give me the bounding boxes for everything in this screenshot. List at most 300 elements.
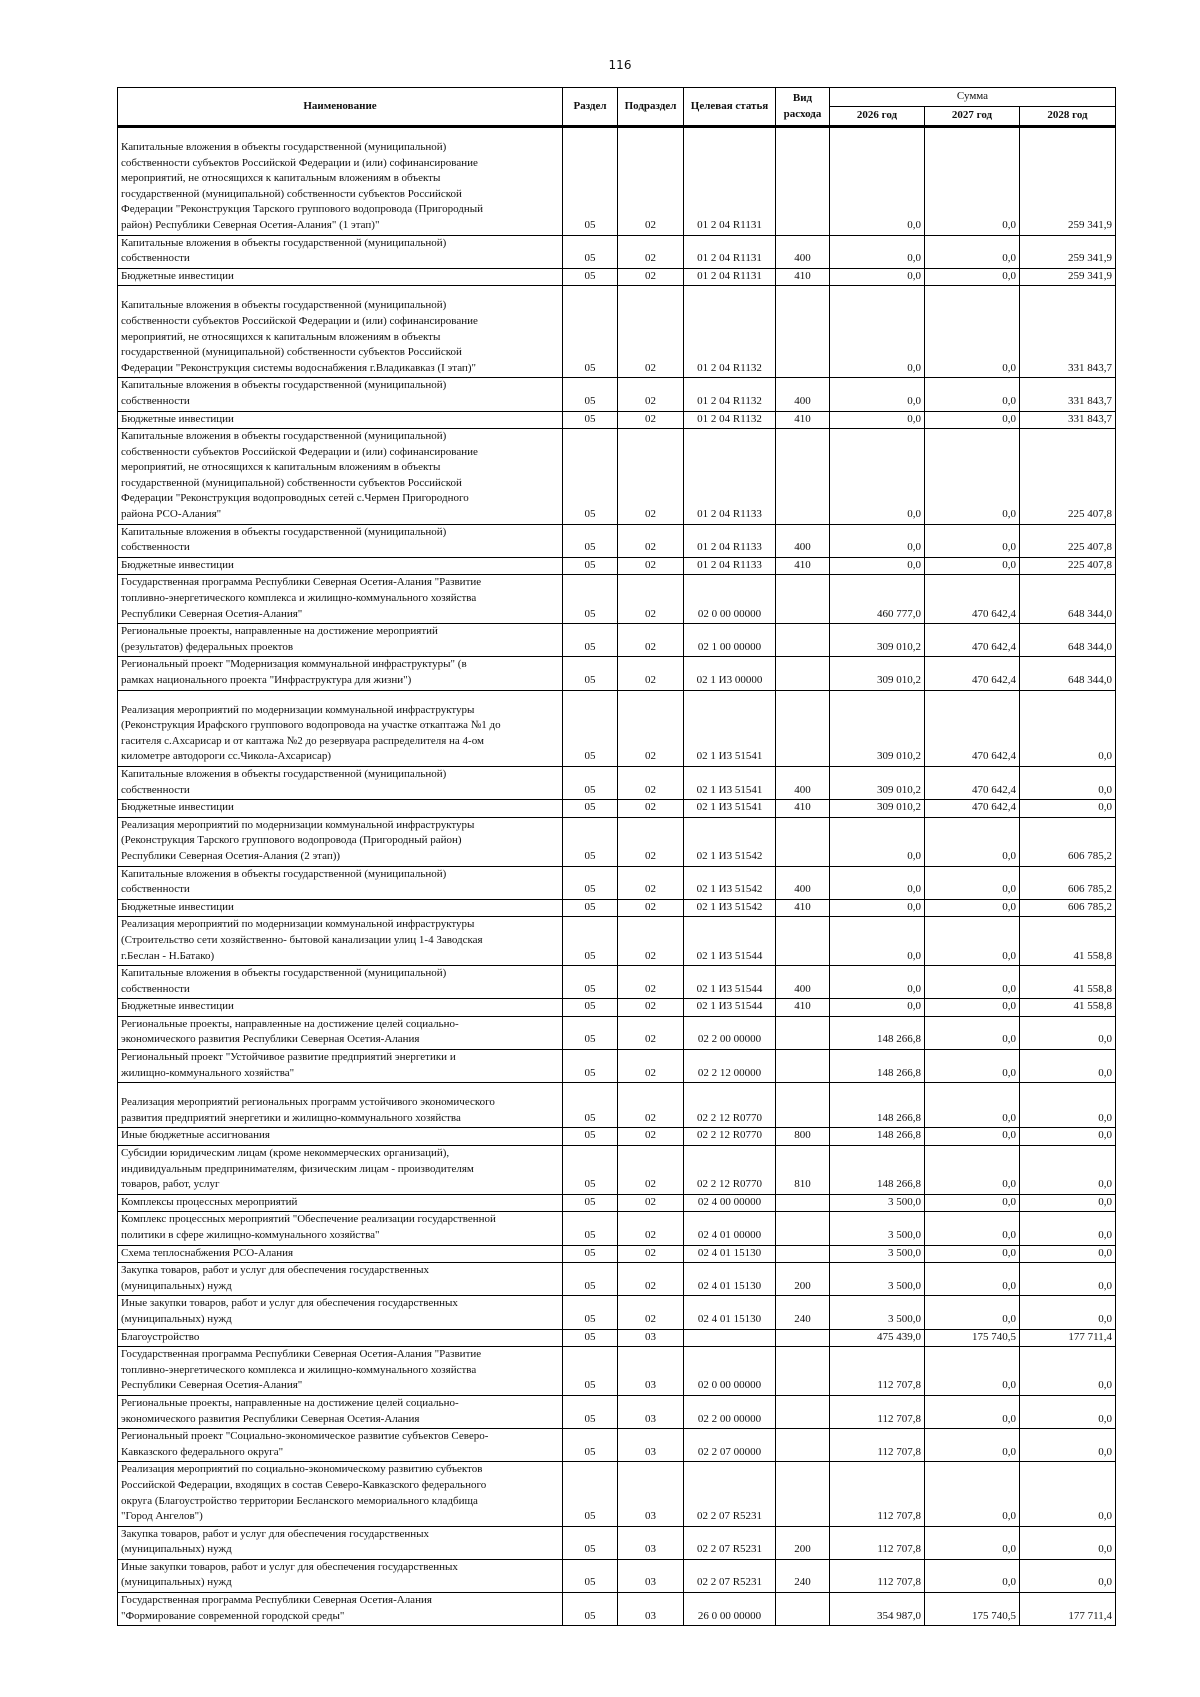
table-row <box>118 866 1116 899</box>
row-section: 05 <box>563 1212 618 1245</box>
row-section: 05 <box>563 1593 618 1626</box>
row-section: 05 <box>563 899 618 917</box>
row-2028: 606 785,2 <box>1020 899 1116 917</box>
row-2026: 0,0 <box>830 999 925 1017</box>
col-header-name: Наименование <box>118 88 563 127</box>
row-target <box>684 1329 776 1347</box>
row-subsection: 03 <box>618 1593 684 1626</box>
row-2028: 331 843,7 <box>1020 411 1116 429</box>
row-expense: 400 <box>776 378 830 411</box>
row-section: 05 <box>563 1146 618 1195</box>
row-2027: 0,0 <box>925 917 1020 966</box>
row-2026: 0,0 <box>830 268 925 286</box>
row-expense <box>776 286 830 378</box>
row-2026: 0,0 <box>830 917 925 966</box>
row-expense: 800 <box>776 1128 830 1146</box>
row-2026: 0,0 <box>830 429 925 525</box>
row-expense <box>776 1212 830 1245</box>
row-expense <box>776 429 830 525</box>
row-2028: 41 558,8 <box>1020 999 1116 1017</box>
row-2026: 0,0 <box>830 899 925 917</box>
row-expense <box>776 1016 830 1049</box>
row-2028: 606 785,2 <box>1020 866 1116 899</box>
row-2028: 0,0 <box>1020 1146 1116 1195</box>
row-2028: 0,0 <box>1020 766 1116 799</box>
row-section: 05 <box>563 575 618 624</box>
row-target: 01 2 04 R1133 <box>684 557 776 575</box>
row-section: 05 <box>563 1050 618 1083</box>
table-row <box>118 1016 1116 1049</box>
table-row <box>118 766 1116 799</box>
budget-table-wrapper <box>117 87 1115 1626</box>
row-target: 02 2 12 R0770 <box>684 1083 776 1128</box>
table-row <box>118 1526 1116 1559</box>
row-2028: 0,0 <box>1020 1429 1116 1462</box>
row-target: 02 4 01 15130 <box>684 1245 776 1263</box>
row-subsection: 02 <box>618 411 684 429</box>
row-subsection: 02 <box>618 1245 684 1263</box>
row-2027: 0,0 <box>925 1194 1020 1212</box>
row-target: 02 2 00 00000 <box>684 1016 776 1049</box>
row-name: Региональные проекты, направленные на достижение мероприятий (результатов) федеральных проектов <box>118 624 563 657</box>
row-2026: 148 266,8 <box>830 1050 925 1083</box>
row-target: 02 2 12 R0770 <box>684 1146 776 1195</box>
row-section: 05 <box>563 766 618 799</box>
table-row <box>118 917 1116 966</box>
row-section: 05 <box>563 1462 618 1526</box>
row-2028: 225 407,8 <box>1020 524 1116 557</box>
table-row <box>118 1050 1116 1083</box>
row-expense: 410 <box>776 411 830 429</box>
row-expense: 410 <box>776 557 830 575</box>
row-2027: 0,0 <box>925 1395 1020 1428</box>
col-header-target: Целевая статья <box>684 88 776 127</box>
row-2028: 648 344,0 <box>1020 624 1116 657</box>
row-target: 01 2 04 R1131 <box>684 235 776 268</box>
row-name: Бюджетные инвестиции <box>118 899 563 917</box>
table-row <box>118 268 1116 286</box>
row-name: Региональные проекты, направленные на достижение целей социально- экономического развития Республики Северная Осетия-Алания <box>118 1016 563 1049</box>
row-section: 05 <box>563 557 618 575</box>
row-2026: 3 500,0 <box>830 1194 925 1212</box>
row-2026: 475 439,0 <box>830 1329 925 1347</box>
row-target: 02 2 07 00000 <box>684 1429 776 1462</box>
row-2028: 0,0 <box>1020 1245 1116 1263</box>
row-2028: 0,0 <box>1020 1212 1116 1245</box>
row-2026: 3 500,0 <box>830 1296 925 1329</box>
row-subsection: 02 <box>618 429 684 525</box>
col-header-subsection: Подраздел <box>618 88 684 127</box>
table-row <box>118 235 1116 268</box>
table-row <box>118 411 1116 429</box>
row-2027: 0,0 <box>925 235 1020 268</box>
row-target: 02 1 И3 51542 <box>684 817 776 866</box>
row-section: 05 <box>563 411 618 429</box>
row-name: Капитальные вложения в объекты государственной (муниципальной) собственности <box>118 378 563 411</box>
row-2028: 177 711,4 <box>1020 1593 1116 1626</box>
row-name: Государственная программа Республики Северная Осетия-Алания "Развитие топливно-энергетического комплекса и жилищно-коммунального хозяйства Республики Северная Осетия-Алания" <box>118 1347 563 1396</box>
table-row <box>118 1146 1116 1195</box>
row-subsection: 02 <box>618 575 684 624</box>
table-row <box>118 966 1116 999</box>
row-2026: 112 707,8 <box>830 1462 925 1526</box>
row-expense: 410 <box>776 800 830 818</box>
row-target: 02 4 01 00000 <box>684 1212 776 1245</box>
row-subsection: 02 <box>618 966 684 999</box>
row-2027: 470 642,4 <box>925 624 1020 657</box>
row-expense <box>776 127 830 236</box>
row-subsection: 02 <box>618 1194 684 1212</box>
row-expense: 410 <box>776 268 830 286</box>
row-2028: 648 344,0 <box>1020 657 1116 690</box>
table-row <box>118 817 1116 866</box>
row-2027: 0,0 <box>925 1128 1020 1146</box>
row-2027: 0,0 <box>925 1462 1020 1526</box>
row-target: 26 0 00 00000 <box>684 1593 776 1626</box>
row-expense <box>776 1429 830 1462</box>
table-row <box>118 1329 1116 1347</box>
table-row <box>118 524 1116 557</box>
row-2026: 112 707,8 <box>830 1559 925 1592</box>
row-subsection: 02 <box>618 1083 684 1128</box>
table-row <box>118 1296 1116 1329</box>
row-target: 02 0 00 00000 <box>684 1347 776 1396</box>
row-2027: 0,0 <box>925 1146 1020 1195</box>
row-name: Капитальные вложения в объекты государственной (муниципальной) собственности субъектов Российской Федерации и (или) софинансирование мероприятий, не относящихся к капитальным вложениям в объекты государственной (муниципальной) собственности субъектов Российской Федерации "Реконструкция Тарского группового водопровода (Пригородный район) Республики Северная Осетия-Алания" (1 этап)" <box>118 127 563 236</box>
row-2027: 0,0 <box>925 411 1020 429</box>
row-2027: 0,0 <box>925 557 1020 575</box>
row-expense <box>776 657 830 690</box>
row-target: 02 1 И3 51544 <box>684 966 776 999</box>
table-row <box>118 1559 1116 1592</box>
row-subsection: 02 <box>618 286 684 378</box>
row-2026: 148 266,8 <box>830 1128 925 1146</box>
row-subsection: 02 <box>618 378 684 411</box>
row-2028: 41 558,8 <box>1020 966 1116 999</box>
row-2027: 0,0 <box>925 1296 1020 1329</box>
col-header-2028: 2028 год <box>1020 107 1116 127</box>
row-section: 05 <box>563 1347 618 1396</box>
row-expense <box>776 1245 830 1263</box>
table-row <box>118 1212 1116 1245</box>
row-subsection: 02 <box>618 800 684 818</box>
row-expense: 200 <box>776 1526 830 1559</box>
row-section: 05 <box>563 966 618 999</box>
row-section: 05 <box>563 1395 618 1428</box>
row-2026: 0,0 <box>830 817 925 866</box>
row-2026: 3 500,0 <box>830 1263 925 1296</box>
row-expense <box>776 1347 830 1396</box>
row-name: Схема теплоснабжения РСО-Алания <box>118 1245 563 1263</box>
row-subsection: 02 <box>618 1128 684 1146</box>
row-2026: 309 010,2 <box>830 624 925 657</box>
row-target: 01 2 04 R1131 <box>684 268 776 286</box>
row-target: 02 1 И3 00000 <box>684 657 776 690</box>
row-target: 01 2 04 R1132 <box>684 286 776 378</box>
col-header-2026: 2026 год <box>830 107 925 127</box>
row-2026: 309 010,2 <box>830 657 925 690</box>
row-expense <box>776 1462 830 1526</box>
row-2028: 606 785,2 <box>1020 817 1116 866</box>
row-2027: 0,0 <box>925 429 1020 525</box>
row-2028: 0,0 <box>1020 1016 1116 1049</box>
row-subsection: 02 <box>618 899 684 917</box>
row-name: Бюджетные инвестиции <box>118 557 563 575</box>
row-subsection: 02 <box>618 235 684 268</box>
row-2027: 0,0 <box>925 1083 1020 1128</box>
row-2026: 0,0 <box>830 524 925 557</box>
row-subsection: 02 <box>618 866 684 899</box>
table-row <box>118 1395 1116 1428</box>
row-name: Государственная программа Республики Северная Осетия-Алания "Развитие топливно-энергетического комплекса и жилищно-коммунального хозяйства Республики Северная Осетия-Алания" <box>118 575 563 624</box>
table-row <box>118 127 1116 236</box>
table-row <box>118 575 1116 624</box>
row-2028: 225 407,8 <box>1020 557 1116 575</box>
row-2028: 0,0 <box>1020 690 1116 766</box>
row-2028: 0,0 <box>1020 1296 1116 1329</box>
row-2027: 470 642,4 <box>925 575 1020 624</box>
row-2026: 112 707,8 <box>830 1429 925 1462</box>
row-name: Иные закупки товаров, работ и услуг для обеспечения государственных (муниципальных) нужд <box>118 1559 563 1592</box>
row-subsection: 02 <box>618 557 684 575</box>
row-name: Капитальные вложения в объекты государственной (муниципальной) собственности субъектов Российской Федерации и (или) софинансирование мероприятий, не относящихся к капитальным вложениям в объекты государственной (муниципальной) собственности субъектов Российской Федерации "Реконструкция водопроводных сетей с.Чермен Пригородного района РСО-Алания" <box>118 429 563 525</box>
row-section: 05 <box>563 866 618 899</box>
row-subsection: 02 <box>618 1050 684 1083</box>
row-section: 05 <box>563 657 618 690</box>
row-2027: 0,0 <box>925 1016 1020 1049</box>
row-subsection: 02 <box>618 999 684 1017</box>
row-subsection: 02 <box>618 1296 684 1329</box>
row-name: Реализация мероприятий по модернизации коммунальной инфраструктуры (Строительство сети хозяйственно- бытовой канализации улиц 1-4 Заводская г.Беслан - Н.Батако) <box>118 917 563 966</box>
row-2028: 0,0 <box>1020 1083 1116 1128</box>
row-2027: 0,0 <box>925 268 1020 286</box>
row-target: 02 2 12 00000 <box>684 1050 776 1083</box>
table-row <box>118 899 1116 917</box>
row-name: Бюджетные инвестиции <box>118 268 563 286</box>
row-expense <box>776 817 830 866</box>
row-2026: 148 266,8 <box>830 1016 925 1049</box>
table-row <box>118 429 1116 525</box>
row-name: Капитальные вложения в объекты государственной (муниципальной) собственности <box>118 966 563 999</box>
row-name: Региональный проект "Устойчивое развитие предприятий энергетики и жилищно-коммунального хозяйства" <box>118 1050 563 1083</box>
row-expense: 200 <box>776 1263 830 1296</box>
row-2026: 0,0 <box>830 127 925 236</box>
row-name: Бюджетные инвестиции <box>118 411 563 429</box>
row-2028: 0,0 <box>1020 1050 1116 1083</box>
row-name: Капитальные вложения в объекты государственной (муниципальной) собственности <box>118 766 563 799</box>
row-2027: 0,0 <box>925 286 1020 378</box>
row-target: 02 1 И3 51541 <box>684 766 776 799</box>
row-expense: 400 <box>776 766 830 799</box>
row-section: 05 <box>563 1296 618 1329</box>
row-subsection: 02 <box>618 1212 684 1245</box>
row-expense: 410 <box>776 999 830 1017</box>
row-2027: 175 740,5 <box>925 1593 1020 1626</box>
row-2027: 0,0 <box>925 899 1020 917</box>
row-2026: 0,0 <box>830 286 925 378</box>
row-2028: 259 341,9 <box>1020 268 1116 286</box>
row-2027: 470 642,4 <box>925 766 1020 799</box>
row-name: Субсидии юридическим лицам (кроме некоммерческих организаций), индивидуальным предпринимателям, физическим лицам - производителям товаров, работ, услуг <box>118 1146 563 1195</box>
row-expense: 410 <box>776 899 830 917</box>
row-2027: 0,0 <box>925 966 1020 999</box>
row-2027: 175 740,5 <box>925 1329 1020 1347</box>
table-row <box>118 1194 1116 1212</box>
row-section: 05 <box>563 1429 618 1462</box>
row-name: Комплекс процессных мероприятий "Обеспечение реализации государственной политики в сфере жилищно-коммунального хозяйства" <box>118 1212 563 1245</box>
row-section: 05 <box>563 817 618 866</box>
row-subsection: 02 <box>618 1146 684 1195</box>
row-section: 05 <box>563 524 618 557</box>
row-name: Капитальные вложения в объекты государственной (муниципальной) собственности <box>118 866 563 899</box>
row-2026: 112 707,8 <box>830 1395 925 1428</box>
row-2026: 112 707,8 <box>830 1347 925 1396</box>
row-name: Капитальные вложения в объекты государственной (муниципальной) собственности <box>118 524 563 557</box>
row-name: Благоустройство <box>118 1329 563 1347</box>
row-2027: 0,0 <box>925 1245 1020 1263</box>
row-2028: 0,0 <box>1020 800 1116 818</box>
row-2028: 0,0 <box>1020 1395 1116 1428</box>
row-name: Реализация мероприятий по модернизации коммунальной инфраструктуры (Реконструкция Тарского группового водопровода (Пригородный район) Республики Северная Осетия-Алания (2 этап)) <box>118 817 563 866</box>
page-number: 116 <box>608 58 632 72</box>
row-2028: 0,0 <box>1020 1526 1116 1559</box>
row-2027: 470 642,4 <box>925 657 1020 690</box>
row-2028: 0,0 <box>1020 1347 1116 1396</box>
row-target: 02 2 07 R5231 <box>684 1526 776 1559</box>
row-name: Капитальные вложения в объекты государственной (муниципальной) собственности субъектов Российской Федерации и (или) софинансирование мероприятий, не относящихся к капитальным вложениям в объекты государственной (муниципальной) собственности субъектов Российской Федерации "Реконструкция системы водоснабжения г.Владикавказ (I этап)" <box>118 286 563 378</box>
row-name: Региональный проект "Модернизация коммунальной инфраструктуры" (в рамках национального проекта "Инфраструктура для жизни") <box>118 657 563 690</box>
row-name: Бюджетные инвестиции <box>118 800 563 818</box>
row-2026: 0,0 <box>830 866 925 899</box>
row-name: Иные бюджетные ассигнования <box>118 1128 563 1146</box>
row-subsection: 03 <box>618 1526 684 1559</box>
row-expense: 400 <box>776 235 830 268</box>
budget-table <box>117 87 1116 1626</box>
row-2026: 309 010,2 <box>830 690 925 766</box>
col-header-2027: 2027 год <box>925 107 1020 127</box>
row-2027: 0,0 <box>925 1429 1020 1462</box>
table-row <box>118 1263 1116 1296</box>
row-target: 02 1 И3 51541 <box>684 800 776 818</box>
row-2027: 0,0 <box>925 866 1020 899</box>
row-section: 05 <box>563 1329 618 1347</box>
row-subsection: 02 <box>618 268 684 286</box>
row-target: 02 4 01 15130 <box>684 1296 776 1329</box>
row-expense <box>776 1194 830 1212</box>
row-expense <box>776 1050 830 1083</box>
row-section: 05 <box>563 286 618 378</box>
row-target: 02 1 И3 51542 <box>684 899 776 917</box>
row-subsection: 02 <box>618 917 684 966</box>
row-2028: 0,0 <box>1020 1263 1116 1296</box>
row-2026: 0,0 <box>830 378 925 411</box>
row-expense <box>776 1329 830 1347</box>
row-2026: 309 010,2 <box>830 800 925 818</box>
row-expense <box>776 575 830 624</box>
row-2027: 0,0 <box>925 999 1020 1017</box>
row-subsection: 02 <box>618 1263 684 1296</box>
row-expense: 810 <box>776 1146 830 1195</box>
row-expense <box>776 624 830 657</box>
row-name: Закупка товаров, работ и услуг для обеспечения государственных (муниципальных) нужд <box>118 1263 563 1296</box>
row-2026: 3 500,0 <box>830 1212 925 1245</box>
row-2028: 225 407,8 <box>1020 429 1116 525</box>
row-2027: 0,0 <box>925 1050 1020 1083</box>
row-target: 01 2 04 R1133 <box>684 524 776 557</box>
row-subsection: 02 <box>618 624 684 657</box>
row-2027: 0,0 <box>925 524 1020 557</box>
table-row <box>118 690 1116 766</box>
row-expense: 240 <box>776 1559 830 1592</box>
row-target: 02 1 И3 51544 <box>684 999 776 1017</box>
row-2026: 3 500,0 <box>830 1245 925 1263</box>
row-expense <box>776 1083 830 1128</box>
col-header-expense: Вид расхода <box>776 88 830 127</box>
row-section: 05 <box>563 429 618 525</box>
row-subsection: 02 <box>618 524 684 557</box>
row-2028: 259 341,9 <box>1020 127 1116 236</box>
row-expense: 400 <box>776 524 830 557</box>
row-subsection: 03 <box>618 1429 684 1462</box>
row-section: 05 <box>563 1263 618 1296</box>
row-2027: 0,0 <box>925 1212 1020 1245</box>
row-target: 01 2 04 R1132 <box>684 411 776 429</box>
row-target: 02 4 00 00000 <box>684 1194 776 1212</box>
row-subsection: 02 <box>618 657 684 690</box>
row-name: Иные закупки товаров, работ и услуг для обеспечения государственных (муниципальных) нужд <box>118 1296 563 1329</box>
row-target: 02 1 00 00000 <box>684 624 776 657</box>
row-expense: 400 <box>776 966 830 999</box>
row-section: 05 <box>563 378 618 411</box>
row-target: 02 2 00 00000 <box>684 1395 776 1428</box>
row-2026: 309 010,2 <box>830 766 925 799</box>
row-2028: 177 711,4 <box>1020 1329 1116 1347</box>
table-row <box>118 557 1116 575</box>
row-2028: 0,0 <box>1020 1194 1116 1212</box>
table-row <box>118 1593 1116 1626</box>
table-row <box>118 378 1116 411</box>
table-body <box>118 127 1116 1626</box>
row-section: 05 <box>563 690 618 766</box>
row-expense: 400 <box>776 866 830 899</box>
row-name: Региональный проект "Социально-экономическое развитие субъектов Северо- Кавказского федерального округа" <box>118 1429 563 1462</box>
row-name: Бюджетные инвестиции <box>118 999 563 1017</box>
col-header-sum: Сумма <box>830 88 1116 107</box>
table-row <box>118 1083 1116 1128</box>
row-target: 02 0 00 00000 <box>684 575 776 624</box>
row-2026: 0,0 <box>830 557 925 575</box>
table-row <box>118 1347 1116 1396</box>
row-subsection: 03 <box>618 1395 684 1428</box>
table-row <box>118 1429 1116 1462</box>
row-2028: 0,0 <box>1020 1559 1116 1592</box>
table-row <box>118 1128 1116 1146</box>
row-expense <box>776 690 830 766</box>
row-section: 05 <box>563 1016 618 1049</box>
row-name: Государственная программа Республики Северная Осетия-Алания "Формирование современной городской среды" <box>118 1593 563 1626</box>
row-2028: 41 558,8 <box>1020 917 1116 966</box>
row-section: 05 <box>563 1083 618 1128</box>
row-target: 02 1 И3 51541 <box>684 690 776 766</box>
row-target: 02 2 07 R5231 <box>684 1559 776 1592</box>
row-subsection: 02 <box>618 127 684 236</box>
row-section: 05 <box>563 624 618 657</box>
row-section: 05 <box>563 917 618 966</box>
row-2027: 0,0 <box>925 1347 1020 1396</box>
row-2027: 470 642,4 <box>925 690 1020 766</box>
row-target: 02 4 01 15130 <box>684 1263 776 1296</box>
row-2028: 648 344,0 <box>1020 575 1116 624</box>
